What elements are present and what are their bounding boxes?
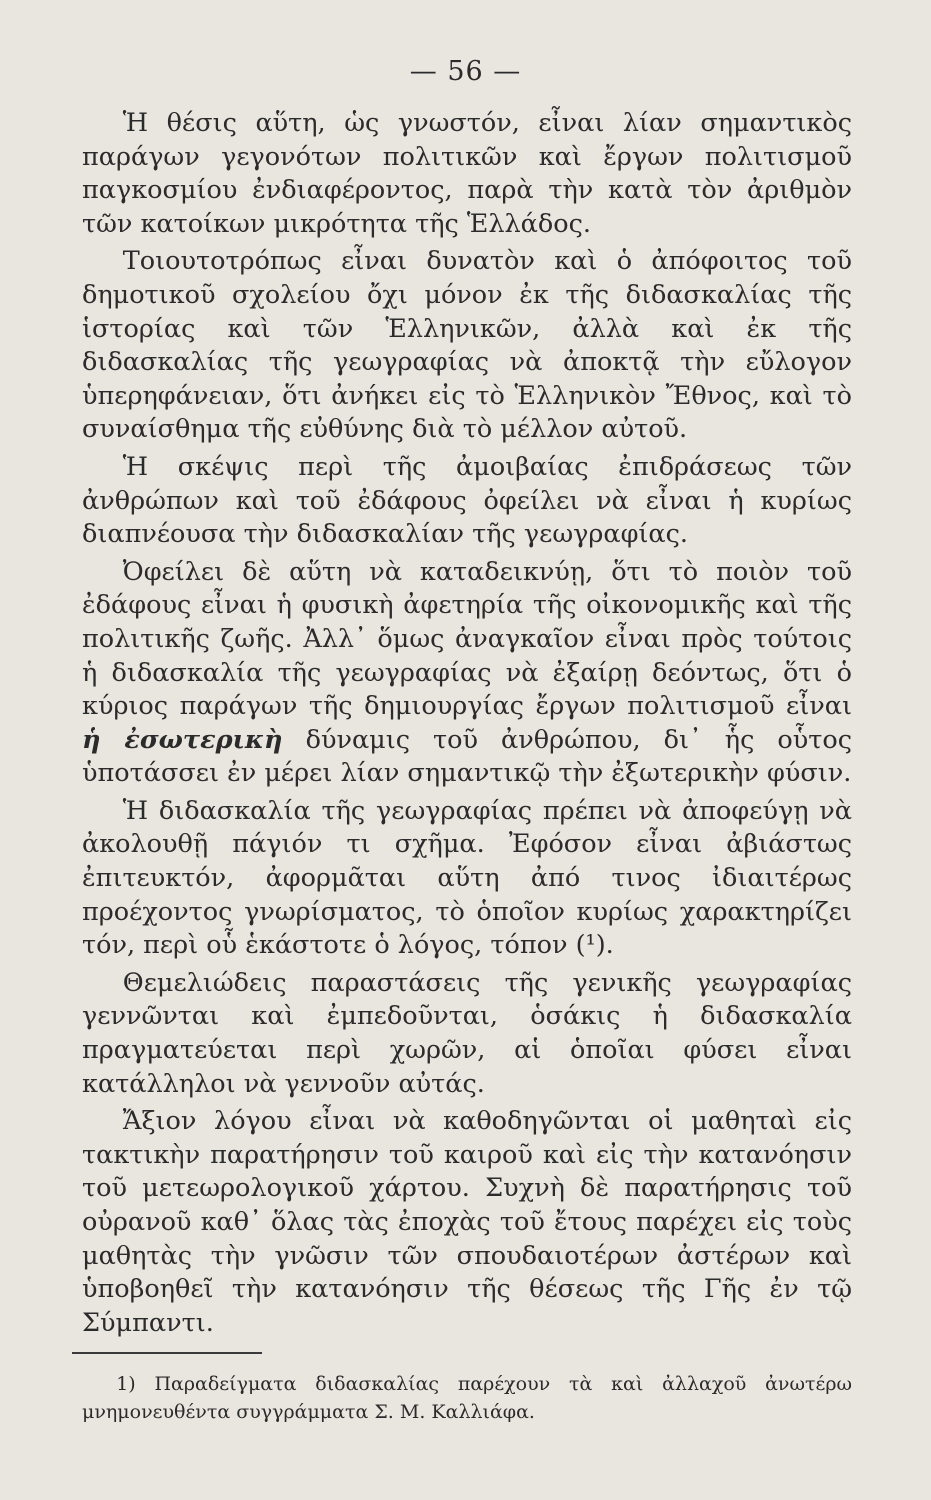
footnote: 1) Παραδείγματα διδασκαλίας παρέχουν τὰ καὶ ἀλλαχοῦ ἀνωτέρω μνημονευθέντα συγγράμματα Σ. Μ. Καλλιάφα. [82,1373,852,1423]
footnote-divider [72,1352,262,1354]
paragraph-2: Τοιουτοτρόπως εἶναι δυνατὸν καὶ ὁ ἀπόφοιτος τοῦ δημοτικοῦ σχολείου ὄχι μόνον ἐκ τῆς διδασκαλίας τῆς ἱστορίας καὶ τῶν Ἑλληνικῶν, ἀλλὰ καὶ ἐκ τῆς διδασκαλίας τῆς γεωγραφίας νὰ ἀποκτᾷ τὴν εὔλογον ὑπερηφάνειαν, ὅτι ἀνήκει εἰς τὸ Ἑλληνικὸν Ἔθνος, καὶ τὸ συναίσθημα τῆς εὐθύνης διὰ τὸ μέλλον αὐτοῦ. [82,246,852,445]
paragraph-3: Ἡ σκέψις περὶ τῆς ἀμοιβαίας ἐπιδράσεως τῶν ἀνθρώπων καὶ τοῦ ἐδάφους ὀφείλει νὰ εἶναι ἡ κυρίως διαπνέουσα τὴν διδασκαλίαν τῆς γεωγραφίας. [82,451,852,550]
paragraph-7: Ἄξιον λόγου εἶναι νὰ καθοδηγῶνται οἱ μαθηταὶ εἰς τακτικὴν παρατήρησιν τοῦ καιροῦ καὶ εἰς τὴν κατανόησιν τοῦ μετεωρολογικοῦ χάρτου. Συχνὴ δὲ παρατήρησις τοῦ οὐρανοῦ καθ᾽ ὅλας τὰς ἐποχὰς τοῦ ἔτους παρέχει εἰς τοὺς μαθητὰς τὴν γνῶσιν τῶν σπουδαιοτέρων ἀστέρων καὶ ὑποβοηθεῖ τὴν κατανόησιν τῆς θέσεως τῆς Γῆς ἐν τῷ Σύμπαντι. [82,1106,852,1338]
page-number: — 56 — [409,56,522,87]
body-text [82,107,852,1344]
emphasized-phrase: ἡ ἐσωτερικὴ [82,724,283,755]
paragraph-5: Ἡ διδασκαλία τῆς γεωγραφίας πρέπει νὰ ἀποφεύγῃ νὰ ἀκολουθῇ πάγιόν τι σχῆμα. Ἐφόσον εἶναι ἀβιάστως ἐπιτευκτόν, ἀφορμᾶται αὕτη ἀπό τινος ἰδιαιτέρως προέχοντος γνωρίσματος, τὸ ὁποῖον κυρίως χαρακτηρίζει τόν, περὶ οὗ ἑκάστοτε ὁ λόγος, τόπον (¹). [82,795,852,961]
paragraph-4 [82,556,852,791]
paragraph-4-text: Ὀφείλει δὲ αὕτη νὰ καταδεικνύῃ, ὅτι τὸ ποιὸν τοῦ ἐδάφους εἶναι ἡ φυσικὴ ἀφετηρία τῆς οἰκονομικῆς καὶ τῆς πολιτικῆς ζωῆς. Ἀλλ᾽ ὅμως ἀναγκαῖον εἶναι πρὸς τούτοις ἡ διδασκαλία τῆς γεωγραφίας νὰ ἐξαίρῃ δεόντως, ὅτι ὁ κύριος παράγων τῆς δημιουργίας ἔργων πολιτισμοῦ εἶναι [82,556,852,722]
paragraph-4-continuation: δύναμις τοῦ ἀνθρώπου, δι᾽ ἧς οὗτος ὑποτάσσει ἐν μέρει λίαν σημαντικῷ τὴν ἐξωτερικὴν φύσιν. [82,724,852,789]
paragraph-1: Ἡ θέσις αὕτη, ὡς γνωστόν, εἶναι λίαν σημαντικὸς παράγων γεγονότων πολιτικῶν καὶ ἔργων πολιτισμοῦ παγκοσμίου ἐνδιαφέροντος, παρὰ τὴν κατὰ τὸν ἀριθμὸν τῶν κατοίκων μικρότητα τῆς Ἑλλάδος. [82,108,852,239]
paragraph-6: Θεμελιώδεις παραστάσεις τῆς γενικῆς γεωγραφίας γεννῶνται καὶ ἐμπεδοῦνται, ὁσάκις ἡ διδασκαλία πραγματεύεται περὶ χωρῶν, αἱ ὁποῖαι φύσει εἶναι κατάλληλοι νὰ γεννοῦν αὐτάς. [82,967,852,1099]
